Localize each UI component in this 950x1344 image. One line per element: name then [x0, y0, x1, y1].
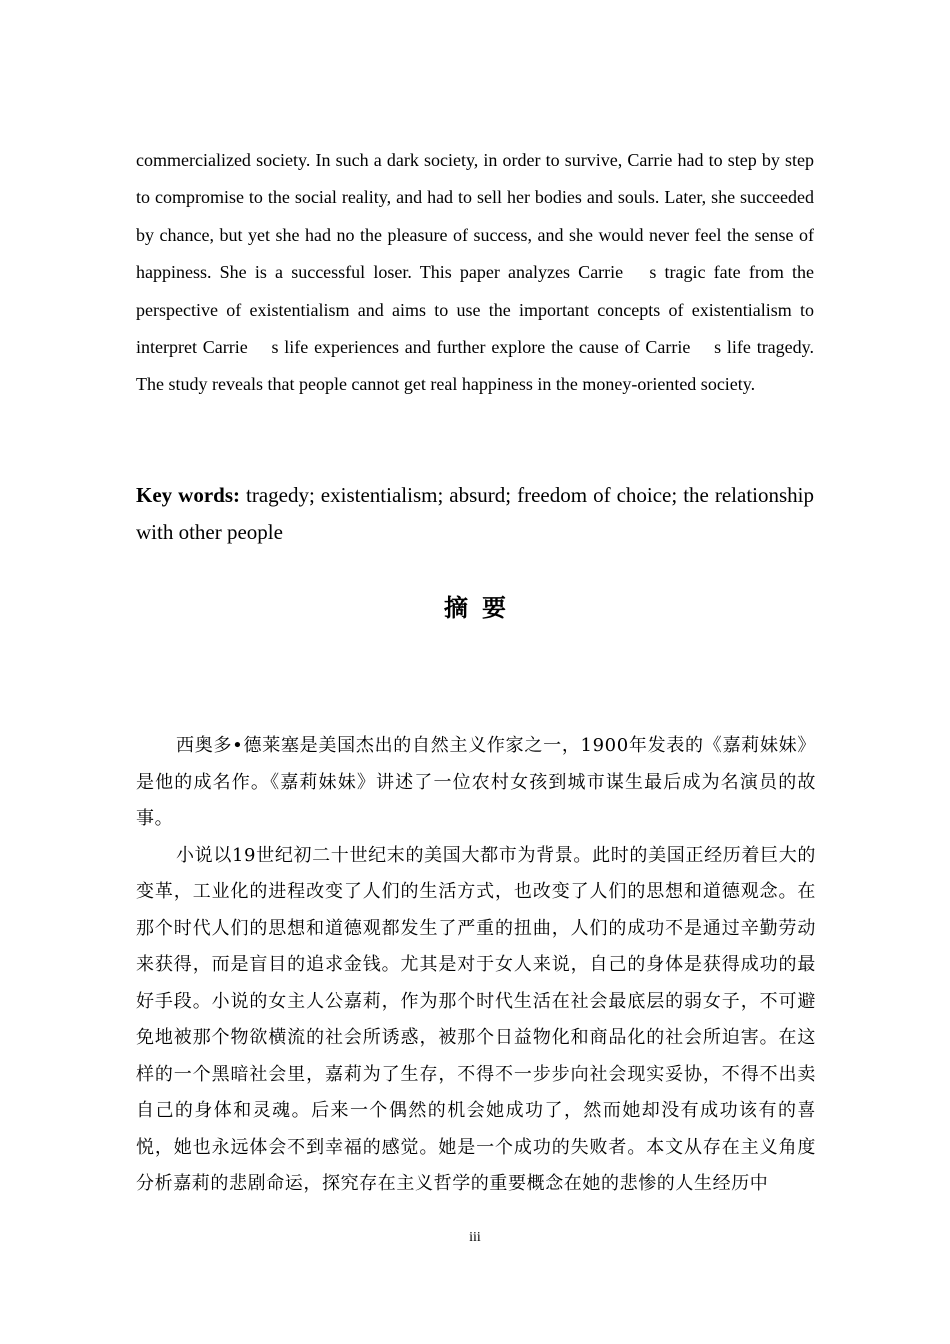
chinese-abstract-title: 摘要	[444, 594, 520, 622]
english-abstract-paragraph: commercialized society. In such a dark society, in order to survive, Carrie had to step by step to compromise to the social reality, and had to sell her bodies and souls. Later, she succeeded by chance, but yet she had no the pleasure of success, and she would never feel the sense of happiness. She is a successful loser. This paper analyzes Carrie s tragic fate from the perspective of existentialism and aims to use the important concepts of existentialism to interpret Carrie s life experiences and further explore the cause of Carrie s life tragedy. The study reveals that people cannot get real happiness in the money-oriented society.	[136, 150, 814, 395]
keywords-label: Key words:	[136, 483, 240, 507]
chinese-abstract-body	[136, 728, 816, 1203]
keywords-line	[136, 477, 814, 551]
chinese-abstract-paragraph-1: 西奥多•德莱塞是美国杰出的自然主义作家之一，1900年发表的《嘉莉妹妹》是他的成名作。《嘉莉妹妹》讲述了一位农村女孩到城市谋生最后成为名演员的故事。	[136, 735, 816, 829]
page-number: iii	[469, 1230, 481, 1245]
keywords-text: tragedy; existentialism; absurd; freedom of choice; the relationship with other people	[136, 483, 814, 544]
chinese-abstract-paragraph-2: 小说以19世纪初二十世纪末的美国大都市为背景。此时的美国正经历着巨大的变革，工业化的进程改变了人们的生活方式，也改变了人们的思想和道德观念。在那个时代人们的思想和道德观都发生了严重的扭曲，人们的成功不是通过辛勤劳动来获得，而是盲目的追求金钱。尤其是对于女人来说，自己的身体是获得成功的最好手段。小说的女主人公嘉莉，作为那个时代生活在社会最底层的弱女子，不可避免地被那个物欲横流的社会所诱惑，被那个日益物化和商品化的社会所迫害。在这样的一个黑暗社会里，嘉莉为了生存，不得不一步步向社会现实妥协，不得不出卖自己的身体和灵魂。后来一个偶然的机会她成功了，然而她却没有成功该有的喜悦，她也永远体会不到幸福的感觉。她是一个成功的失败者。本文从存在主义角度分析嘉莉的悲剧命运，探究存在主义哲学的重要概念在她的悲惨的人生经历中	[136, 844, 816, 1194]
